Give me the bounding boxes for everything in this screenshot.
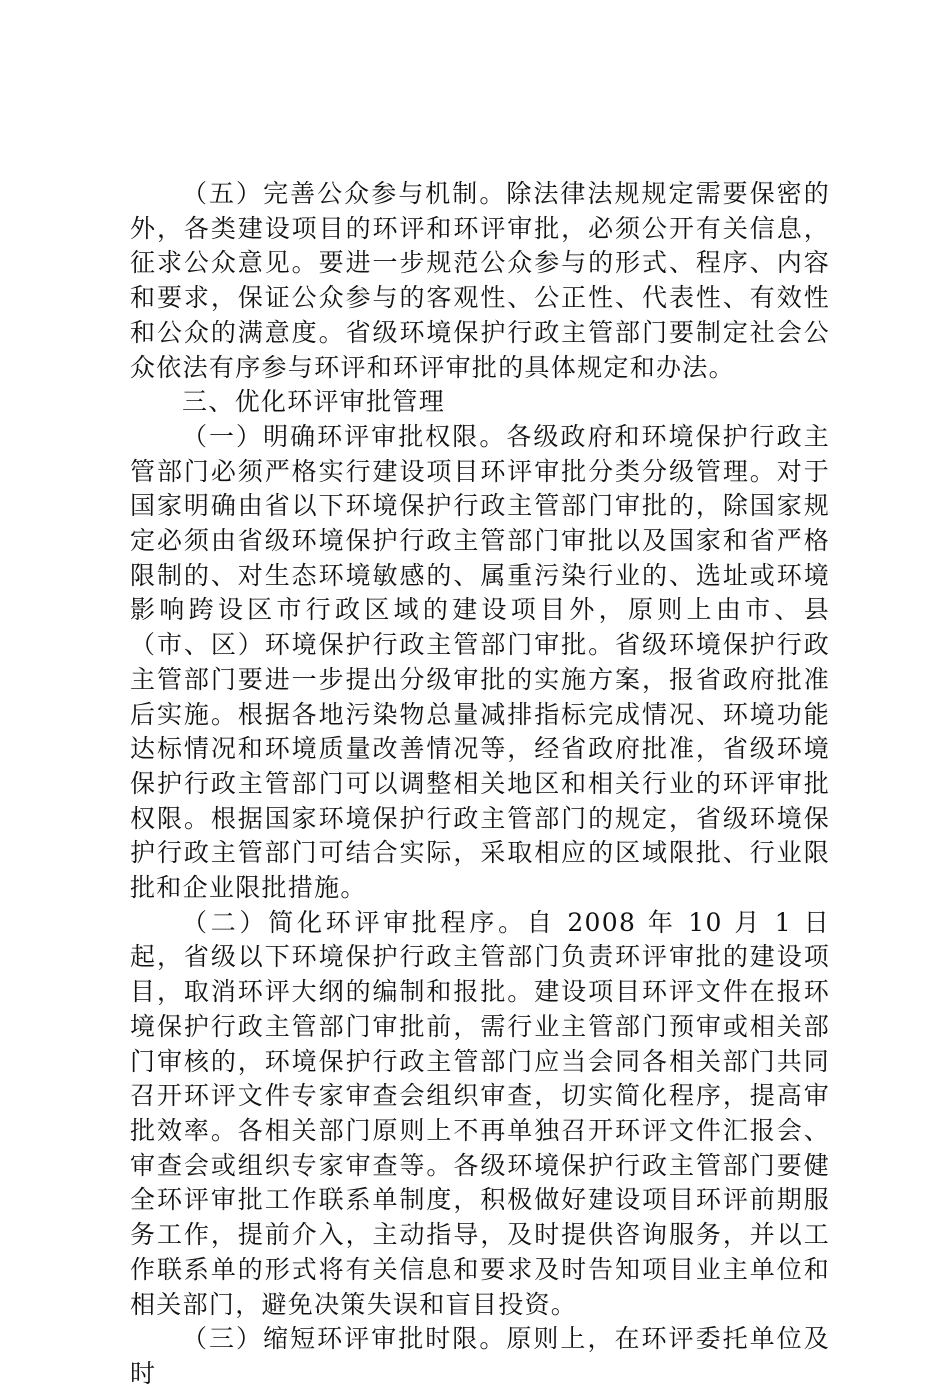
- document-page: [130, 177, 830, 1392]
- paragraph-approval-authority: （一）明确环评审批权限。各级政府和环境保护行政主管部门必须严格实行建设项目环评审批分类分级管理。对于国家明确由省以下环境保护行政主管部门审批的，除国家规定必须由省级环境保护行政主管部门审批以及国家和省严格限制的、对生态环境敏感的、属重污染行业的、选址或环境影响跨设区市行政区域的建设项目外，原则上由市、县（市、区）环境保护行政主管部门审批。省级环境保护行政主管部门要进一步提出分级审批的实施方案，报省政府批准后实施。根据各地污染物总量减排指标完成情况、环境功能达标情况和环境质量改善情况等，经省政府批准，省级环境保护行政主管部门可以调整相关地区和相关行业的环评审批权限。根据国家环境保护行政主管部门的规定，省级环境保护行政主管部门可结合实际，采取相应的区域限批、行业限批和企业限批措施。: [130, 421, 830, 903]
- paragraph-simplify-procedure: （二）简化环评审批程序。自 2008 年 10 月 1 日起，省级以下环境保护行政主管部门负责环评审批的建设项目，取消环评大纲的编制和报批。建设项目环评文件在报环境保护行政主管部门审批前，需行业主管部门预审或相关部门审核的，环境保护行政主管部门应当会同各相关部门共同召开环评文件专家审查会组织审查，切实简化程序，提高审批效率。各相关部门原则上不再单独召开环评文件汇报会、审查会或组织专家审查等。各级环境保护行政主管部门要健全环评审批工作联系单制度，积极做好建设项目环评前期服务工作，提前介入，主动指导，及时提供咨询服务，并以工作联系单的形式将有关信息和要求及时告知项目业主单位和相关部门，避免决策失误和盲目投资。: [130, 907, 830, 1319]
- section-heading-optimize-approval: 三、优化环评审批管理: [182, 387, 446, 417]
- paragraph-shorten-time-limit: （三）缩短环评审批时限。原则上，在环评委托单位及时: [130, 1324, 830, 1388]
- paragraph-public-participation: （五）完善公众参与机制。除法律法规规定需要保密的外，各类建设项目的环评和环评审批，必须公开有关信息，征求公众意见。要进一步规范公众参与的形式、程序、内容和要求，保证公众参与的客观性、公正性、代表性、有效性和公众的满意度。省级环境保护行政主管部门要制定社会公众依法有序参与环评和环评审批的具体规定和办法。: [130, 179, 830, 382]
